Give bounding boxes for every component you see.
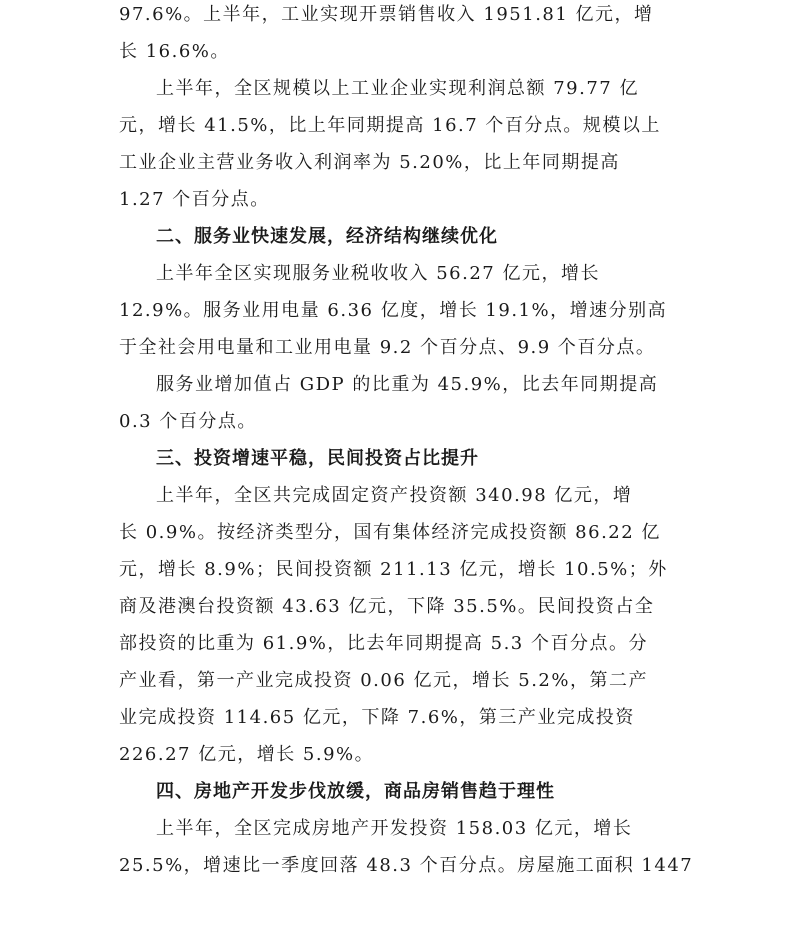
paragraph-start-line: 服务业增加值占 GDP 的比重为 45.9%，比去年同期提高 (156, 374, 659, 395)
text-line: 226.27 亿元，增长 5.9%。 (119, 744, 375, 765)
text-line: 部投资的比重为 61.9%，比去年同期提高 5.3 个百分点。分 (119, 633, 648, 654)
paragraph-start-line: 上半年全区实现服务业税收收入 56.27 亿元，增长 (156, 263, 600, 284)
text-line: 商及港澳台投资额 43.63 亿元，下降 35.5%。民间投资占全 (119, 596, 655, 617)
text-line: 1.27 个百分点。 (119, 189, 270, 210)
text-line: 业完成投资 114.65 亿元，下降 7.6%，第三产业完成投资 (119, 707, 635, 728)
text-line: 于全社会用电量和工业用电量 9.2 个百分点、9.9 个百分点。 (119, 337, 656, 358)
text-line: 12.9%。服务业用电量 6.36 亿度，增长 19.1%，增速分别高 (119, 300, 668, 321)
text-line: 工业企业主营业务收入利润率为 5.20%，比上年同期提高 (119, 152, 620, 173)
paragraph-start-line: 上半年，全区完成房地产开发投资 158.03 亿元，增长 (156, 818, 633, 839)
paragraph-start-line: 上半年，全区规模以上工业企业实现利润总额 79.77 亿 (156, 78, 639, 99)
section-heading-services: 二、服务业快速发展，经济结构继续优化 (156, 226, 498, 247)
section-heading-investment: 三、投资增速平稳，民间投资占比提升 (156, 448, 479, 469)
text-line: 25.5%，增速比一季度回落 48.3 个百分点。房屋施工面积 1447 (119, 855, 694, 876)
section-heading-real-estate: 四、房地产开发步伐放缓，商品房销售趋于理性 (156, 781, 555, 802)
text-line: 长 0.9%。按经济类型分，国有集体经济完成投资额 86.22 亿 (119, 522, 661, 543)
paragraph-start-line: 上半年，全区共完成固定资产投资额 340.98 亿元，增 (156, 485, 633, 506)
text-line: 元，增长 8.9%；民间投资额 211.13 亿元，增长 10.5%；外 (119, 559, 668, 580)
text-line: 0.3 个百分点。 (119, 411, 257, 432)
text-line: 97.6%。上半年，工业实现开票销售收入 1951.81 亿元，增 (119, 4, 654, 25)
text-line: 产业看，第一产业完成投资 0.06 亿元，增长 5.2%，第二产 (119, 670, 648, 691)
text-line: 长 16.6%。 (119, 41, 230, 62)
document-body (119, 0, 694, 884)
text-line: 元，增长 41.5%，比上年同期提高 16.7 个百分点。规模以上 (119, 115, 661, 136)
